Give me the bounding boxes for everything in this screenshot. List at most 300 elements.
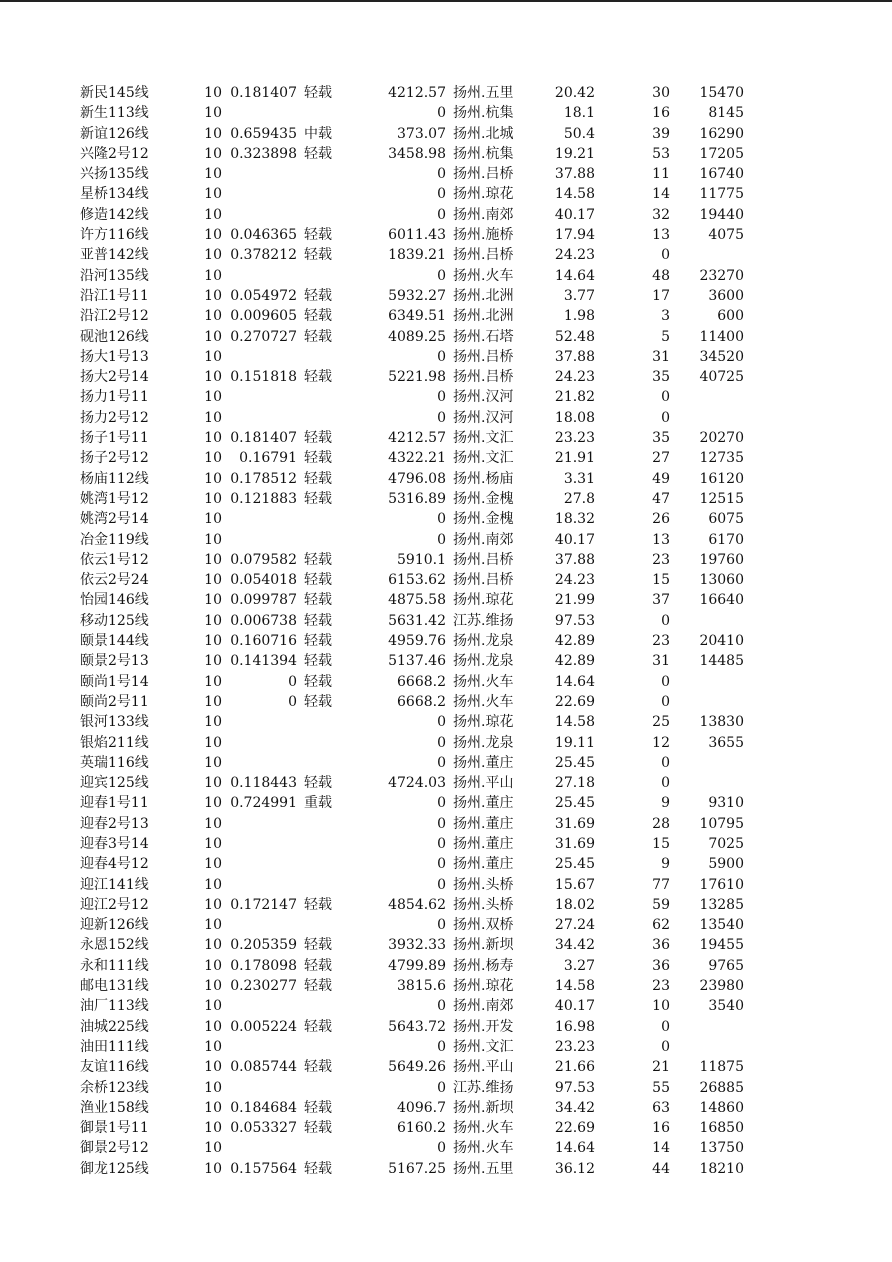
total-cell: 16640 xyxy=(699,592,744,609)
capacity-cell: 0 xyxy=(437,835,446,852)
length-cell: 1.98 xyxy=(563,308,595,325)
capacity-cell: 6668.2 xyxy=(397,693,446,710)
voltage-cell: 10 xyxy=(204,85,222,101)
line-name-cell: 渔业158线 xyxy=(80,1099,149,1116)
load-rate-cell: 0.378212 xyxy=(230,247,297,264)
voltage-cell: 10 xyxy=(204,511,222,528)
table-row xyxy=(0,225,892,245)
total-cell: 14860 xyxy=(699,1099,744,1116)
line-name-cell: 许方116线 xyxy=(80,227,149,244)
substation-cell: 扬州.北洲 xyxy=(453,287,514,304)
total-cell: 5900 xyxy=(708,856,744,873)
total-cell: 19455 xyxy=(699,937,744,954)
load-rate-cell: 0.157564 xyxy=(230,1160,297,1177)
count-cell: 15 xyxy=(652,572,670,589)
substation-cell: 扬州.琼花 xyxy=(453,592,514,609)
count-cell: 9 xyxy=(661,856,670,873)
load-level-cell: 轻载 xyxy=(304,978,332,995)
length-cell: 52.48 xyxy=(554,328,595,345)
capacity-cell: 0 xyxy=(437,876,446,893)
total-cell: 17610 xyxy=(699,876,744,893)
capacity-cell: 6153.62 xyxy=(388,572,446,589)
line-name-cell: 姚湾1号12 xyxy=(80,490,149,507)
table-row xyxy=(0,448,892,468)
count-cell: 14 xyxy=(652,186,670,203)
voltage-cell: 10 xyxy=(204,1079,222,1096)
total-cell: 11875 xyxy=(699,1059,744,1076)
capacity-cell: 4096.7 xyxy=(397,1099,446,1116)
capacity-cell: 5910.1 xyxy=(397,551,446,568)
line-name-cell: 御景2号12 xyxy=(80,1140,149,1157)
voltage-cell: 10 xyxy=(204,673,222,690)
total-cell: 13060 xyxy=(699,572,744,589)
capacity-cell: 5631.42 xyxy=(388,612,446,629)
total-cell: 20410 xyxy=(699,633,744,650)
load-level-cell: 轻载 xyxy=(304,592,332,609)
substation-cell: 扬州.金槐 xyxy=(453,490,514,507)
load-rate-cell: 0.16791 xyxy=(239,450,297,467)
substation-cell: 扬州.火车 xyxy=(453,673,514,690)
table-row xyxy=(0,1098,892,1118)
substation-cell: 扬州.五里 xyxy=(453,85,514,101)
voltage-cell: 10 xyxy=(204,1059,222,1076)
total-cell: 9310 xyxy=(708,795,744,812)
capacity-cell: 3458.98 xyxy=(388,145,446,162)
substation-cell: 扬州.董庄 xyxy=(453,835,514,852)
substation-cell: 扬州.董庄 xyxy=(453,754,514,771)
load-level-cell: 轻载 xyxy=(304,1059,332,1076)
capacity-cell: 1839.21 xyxy=(388,247,446,264)
capacity-cell: 0 xyxy=(437,856,446,873)
substation-cell: 扬州.金槐 xyxy=(453,511,514,528)
voltage-cell: 10 xyxy=(204,876,222,893)
table-row xyxy=(0,996,892,1016)
length-cell: 3.77 xyxy=(563,287,595,304)
count-cell: 77 xyxy=(652,876,670,893)
load-level-cell: 轻载 xyxy=(304,653,332,670)
voltage-cell: 10 xyxy=(204,795,222,812)
line-name-cell: 修造142线 xyxy=(80,206,149,223)
capacity-cell: 4322.21 xyxy=(388,450,446,467)
total-cell: 3655 xyxy=(708,734,744,751)
table-row xyxy=(0,1118,892,1138)
load-level-cell: 轻载 xyxy=(304,693,332,710)
total-cell: 23980 xyxy=(699,978,744,995)
load-level-cell: 轻载 xyxy=(304,328,332,345)
substation-cell: 扬州.开发 xyxy=(453,1018,514,1035)
count-cell: 3 xyxy=(661,308,670,325)
capacity-cell: 5167.25 xyxy=(388,1160,446,1177)
line-name-cell: 迎江141线 xyxy=(80,876,149,893)
length-cell: 25.45 xyxy=(554,856,595,873)
voltage-cell: 10 xyxy=(204,633,222,650)
length-cell: 18.32 xyxy=(554,511,595,528)
substation-cell: 扬州.杨寿 xyxy=(453,957,514,974)
voltage-cell: 10 xyxy=(204,1140,222,1157)
table-row xyxy=(0,570,892,590)
capacity-cell: 373.07 xyxy=(397,125,446,142)
voltage-cell: 10 xyxy=(204,815,222,832)
length-cell: 31.69 xyxy=(554,815,595,832)
load-level-cell: 轻载 xyxy=(304,247,332,264)
count-cell: 9 xyxy=(661,795,670,812)
total-cell: 8145 xyxy=(708,105,744,122)
length-cell: 97.53 xyxy=(554,1079,595,1096)
capacity-cell: 6349.51 xyxy=(388,308,446,325)
total-cell: 6075 xyxy=(708,511,744,528)
total-cell: 10795 xyxy=(699,815,744,832)
voltage-cell: 10 xyxy=(204,328,222,345)
length-cell: 14.64 xyxy=(554,1140,595,1157)
line-name-cell: 迎宾125线 xyxy=(80,775,149,792)
load-rate-cell: 0.205359 xyxy=(230,937,297,954)
voltage-cell: 10 xyxy=(204,531,222,548)
count-cell: 0 xyxy=(661,673,670,690)
count-cell: 16 xyxy=(652,1120,670,1137)
capacity-cell: 0 xyxy=(437,795,446,812)
load-rate-cell: 0.178512 xyxy=(230,470,297,487)
total-cell: 600 xyxy=(717,308,744,325)
voltage-cell: 10 xyxy=(204,1160,222,1177)
length-cell: 16.98 xyxy=(554,1018,595,1035)
voltage-cell: 10 xyxy=(204,409,222,426)
substation-cell: 扬州.董庄 xyxy=(453,795,514,812)
capacity-cell: 0 xyxy=(437,267,446,284)
length-cell: 25.45 xyxy=(554,795,595,812)
line-name-cell: 扬力2号12 xyxy=(80,409,149,426)
table-row xyxy=(0,1037,892,1057)
length-cell: 31.69 xyxy=(554,835,595,852)
table-row xyxy=(0,286,892,306)
count-cell: 37 xyxy=(652,592,670,609)
length-cell: 24.23 xyxy=(554,247,595,264)
capacity-cell: 4212.57 xyxy=(388,85,446,101)
table-row xyxy=(0,611,892,631)
substation-cell: 扬州.董庄 xyxy=(453,856,514,873)
count-cell: 16 xyxy=(652,105,670,122)
count-cell: 14 xyxy=(652,1140,670,1157)
count-cell: 0 xyxy=(661,1018,670,1035)
table-row xyxy=(0,306,892,326)
capacity-cell: 6011.43 xyxy=(388,227,446,244)
line-name-cell: 银河133线 xyxy=(80,714,149,731)
substation-cell: 扬州.吕桥 xyxy=(453,369,514,386)
load-level-cell: 轻载 xyxy=(304,430,332,447)
table-row xyxy=(0,469,892,489)
length-cell: 25.45 xyxy=(554,754,595,771)
line-name-cell: 移动125线 xyxy=(80,612,149,629)
voltage-cell: 10 xyxy=(204,125,222,142)
load-level-cell: 轻载 xyxy=(304,937,332,954)
count-cell: 31 xyxy=(652,348,670,365)
table-row xyxy=(0,144,892,164)
line-name-cell: 姚湾2号14 xyxy=(80,511,149,528)
table-row xyxy=(0,1078,892,1098)
substation-cell: 扬州.琼花 xyxy=(453,186,514,203)
substation-cell: 扬州.火车 xyxy=(453,267,514,284)
substation-cell: 扬州.吕桥 xyxy=(453,572,514,589)
substation-cell: 扬州.头桥 xyxy=(453,876,514,893)
line-name-cell: 油城225线 xyxy=(80,1018,149,1035)
load-level-cell: 轻载 xyxy=(304,551,332,568)
capacity-cell: 3932.33 xyxy=(388,937,446,954)
capacity-cell: 0 xyxy=(437,186,446,203)
line-name-cell: 御龙125线 xyxy=(80,1160,149,1177)
table-row xyxy=(0,184,892,204)
load-rate-cell: 0.151818 xyxy=(230,369,297,386)
voltage-cell: 10 xyxy=(204,612,222,629)
voltage-cell: 10 xyxy=(204,348,222,365)
voltage-cell: 10 xyxy=(204,734,222,751)
line-name-cell: 永恩152线 xyxy=(80,937,149,954)
count-cell: 59 xyxy=(652,896,670,913)
load-level-cell: 轻载 xyxy=(304,369,332,386)
capacity-cell: 4854.62 xyxy=(388,896,446,913)
capacity-cell: 5649.26 xyxy=(388,1059,446,1076)
substation-cell: 扬州.琼花 xyxy=(453,714,514,731)
load-rate-cell: 0.005224 xyxy=(230,1018,297,1035)
length-cell: 21.91 xyxy=(554,450,595,467)
load-level-cell: 轻载 xyxy=(304,450,332,467)
total-cell: 23270 xyxy=(699,267,744,284)
substation-cell: 扬州.北城 xyxy=(453,125,514,142)
load-level-cell: 轻载 xyxy=(304,308,332,325)
count-cell: 28 xyxy=(652,815,670,832)
voltage-cell: 10 xyxy=(204,998,222,1015)
load-rate-cell: 0.118443 xyxy=(230,775,297,792)
count-cell: 53 xyxy=(652,145,670,162)
length-cell: 18.02 xyxy=(554,896,595,913)
capacity-cell: 0 xyxy=(437,754,446,771)
total-cell: 11775 xyxy=(699,186,744,203)
data-sheet xyxy=(0,83,892,1179)
length-cell: 19.21 xyxy=(554,145,595,162)
line-name-cell: 依云1号12 xyxy=(80,551,149,568)
table-row xyxy=(0,672,892,692)
substation-cell: 扬州.头桥 xyxy=(453,896,514,913)
voltage-cell: 10 xyxy=(204,957,222,974)
count-cell: 15 xyxy=(652,835,670,852)
load-level-cell: 轻载 xyxy=(304,896,332,913)
voltage-cell: 10 xyxy=(204,835,222,852)
substation-cell: 扬州.吕桥 xyxy=(453,166,514,183)
substation-cell: 扬州.杨庙 xyxy=(453,470,514,487)
total-cell: 3600 xyxy=(708,287,744,304)
table-row xyxy=(0,854,892,874)
voltage-cell: 10 xyxy=(204,572,222,589)
substation-cell: 扬州.新坝 xyxy=(453,1099,514,1116)
total-cell: 40725 xyxy=(699,369,744,386)
load-level-cell: 轻载 xyxy=(304,1120,332,1137)
line-name-cell: 杨庙112线 xyxy=(80,470,149,487)
total-cell: 13750 xyxy=(699,1140,744,1157)
load-level-cell: 中载 xyxy=(304,125,332,142)
voltage-cell: 10 xyxy=(204,856,222,873)
line-name-cell: 油田111线 xyxy=(80,1038,149,1055)
table-row xyxy=(0,1057,892,1077)
length-cell: 24.23 xyxy=(554,572,595,589)
line-name-cell: 新谊126线 xyxy=(80,125,149,142)
total-cell: 19440 xyxy=(699,206,744,223)
capacity-cell: 0 xyxy=(437,1079,446,1096)
total-cell: 16120 xyxy=(699,470,744,487)
load-rate-cell: 0.172147 xyxy=(230,896,297,913)
capacity-cell: 4796.08 xyxy=(388,470,446,487)
line-name-cell: 沿江1号11 xyxy=(80,287,149,304)
length-cell: 42.89 xyxy=(554,653,595,670)
capacity-cell: 0 xyxy=(437,409,446,426)
load-rate-cell: 0.181407 xyxy=(230,430,297,447)
total-cell: 12515 xyxy=(699,490,744,507)
count-cell: 62 xyxy=(652,917,670,934)
table-row xyxy=(0,327,892,347)
substation-cell: 扬州.龙泉 xyxy=(453,633,514,650)
load-rate-cell: 0 xyxy=(288,673,297,690)
top-border-line xyxy=(0,0,892,2)
capacity-cell: 0 xyxy=(437,917,446,934)
substation-cell: 扬州.杭集 xyxy=(453,145,514,162)
total-cell: 19760 xyxy=(699,551,744,568)
voltage-cell: 10 xyxy=(204,166,222,183)
table-row xyxy=(0,164,892,184)
voltage-cell: 10 xyxy=(204,1099,222,1116)
table-row xyxy=(0,753,892,773)
count-cell: 39 xyxy=(652,125,670,142)
length-cell: 19.11 xyxy=(554,734,595,751)
load-level-cell: 轻载 xyxy=(304,1160,332,1177)
length-cell: 40.17 xyxy=(554,998,595,1015)
table-row xyxy=(0,915,892,935)
line-name-cell: 冶金119线 xyxy=(80,531,149,548)
capacity-cell: 4212.57 xyxy=(388,430,446,447)
load-rate-cell: 0.184684 xyxy=(230,1099,297,1116)
line-name-cell: 迎春4号12 xyxy=(80,856,149,873)
table-row xyxy=(0,509,892,529)
capacity-cell: 4959.76 xyxy=(388,633,446,650)
table-row xyxy=(0,408,892,428)
voltage-cell: 10 xyxy=(204,551,222,568)
load-rate-cell: 0 xyxy=(288,693,297,710)
line-name-cell: 扬子2号12 xyxy=(80,450,149,467)
load-level-cell: 轻载 xyxy=(304,145,332,162)
substation-cell: 扬州.文汇 xyxy=(453,450,514,467)
count-cell: 35 xyxy=(652,430,670,447)
line-name-cell: 砚池126线 xyxy=(80,328,149,345)
table-row xyxy=(0,895,892,915)
load-rate-cell: 0.323898 xyxy=(230,145,297,162)
table-row xyxy=(0,712,892,732)
capacity-cell: 0 xyxy=(437,1140,446,1157)
substation-cell: 扬州.南郊 xyxy=(453,206,514,223)
count-cell: 0 xyxy=(661,247,670,264)
table-row xyxy=(0,387,892,407)
voltage-cell: 10 xyxy=(204,1018,222,1035)
count-cell: 0 xyxy=(661,389,670,406)
capacity-cell: 5316.89 xyxy=(388,490,446,507)
substation-cell: 扬州.龙泉 xyxy=(453,653,514,670)
voltage-cell: 10 xyxy=(204,389,222,406)
count-cell: 0 xyxy=(661,409,670,426)
substation-cell: 扬州.汉河 xyxy=(453,409,514,426)
line-name-cell: 扬大1号13 xyxy=(80,348,149,365)
line-name-cell: 余桥123线 xyxy=(80,1079,149,1096)
capacity-cell: 5643.72 xyxy=(388,1018,446,1035)
voltage-cell: 10 xyxy=(204,1120,222,1137)
substation-cell: 扬州.施桥 xyxy=(453,227,514,244)
voltage-cell: 10 xyxy=(204,450,222,467)
substation-cell: 扬州.文汇 xyxy=(453,1038,514,1055)
table-row xyxy=(0,956,892,976)
substation-cell: 扬州.双桥 xyxy=(453,917,514,934)
substation-cell: 江苏.维扬 xyxy=(453,612,514,629)
table-row xyxy=(0,266,892,286)
capacity-cell: 0 xyxy=(437,531,446,548)
load-rate-cell: 0.053327 xyxy=(230,1120,297,1137)
table-row xyxy=(0,733,892,753)
total-cell: 13285 xyxy=(699,896,744,913)
count-cell: 25 xyxy=(652,714,670,731)
length-cell: 14.58 xyxy=(554,714,595,731)
count-cell: 0 xyxy=(661,754,670,771)
substation-cell: 扬州.南郊 xyxy=(453,998,514,1015)
length-cell: 42.89 xyxy=(554,633,595,650)
length-cell: 37.88 xyxy=(554,166,595,183)
table-row xyxy=(0,1159,892,1179)
load-level-cell: 轻载 xyxy=(304,227,332,244)
substation-cell: 扬州.新坝 xyxy=(453,937,514,954)
substation-cell: 扬州.北洲 xyxy=(453,308,514,325)
voltage-cell: 10 xyxy=(204,775,222,792)
total-cell: 20270 xyxy=(699,430,744,447)
count-cell: 10 xyxy=(652,998,670,1015)
length-cell: 34.42 xyxy=(554,1099,595,1116)
line-name-cell: 新民145线 xyxy=(80,85,149,101)
total-cell: 3540 xyxy=(708,998,744,1015)
line-name-cell: 新生113线 xyxy=(80,105,149,122)
load-rate-cell: 0.054972 xyxy=(230,287,297,304)
length-cell: 37.88 xyxy=(554,348,595,365)
capacity-cell: 6668.2 xyxy=(397,673,446,690)
table-row xyxy=(0,530,892,550)
table-row xyxy=(0,245,892,265)
count-cell: 30 xyxy=(652,85,670,101)
load-rate-cell: 0.230277 xyxy=(230,978,297,995)
total-cell: 34520 xyxy=(699,348,744,365)
load-level-cell: 轻载 xyxy=(304,612,332,629)
substation-cell: 扬州.文汇 xyxy=(453,430,514,447)
table-row xyxy=(0,875,892,895)
line-name-cell: 颐尚2号11 xyxy=(80,693,149,710)
length-cell: 36.12 xyxy=(554,1160,595,1177)
total-cell: 9765 xyxy=(708,957,744,974)
table-row xyxy=(0,976,892,996)
length-cell: 20.42 xyxy=(554,85,595,101)
capacity-cell: 0 xyxy=(437,714,446,731)
line-name-cell: 沿河135线 xyxy=(80,267,149,284)
line-name-cell: 御景1号11 xyxy=(80,1120,149,1137)
table-row xyxy=(0,651,892,671)
capacity-cell: 5221.98 xyxy=(388,369,446,386)
load-level-cell: 轻载 xyxy=(304,1099,332,1116)
load-level-cell: 轻载 xyxy=(304,85,332,101)
table-row xyxy=(0,550,892,570)
voltage-cell: 10 xyxy=(204,978,222,995)
line-name-cell: 星桥134线 xyxy=(80,186,149,203)
load-level-cell: 轻载 xyxy=(304,957,332,974)
line-name-cell: 怡园146线 xyxy=(80,592,149,609)
count-cell: 5 xyxy=(661,328,670,345)
length-cell: 18.08 xyxy=(554,409,595,426)
